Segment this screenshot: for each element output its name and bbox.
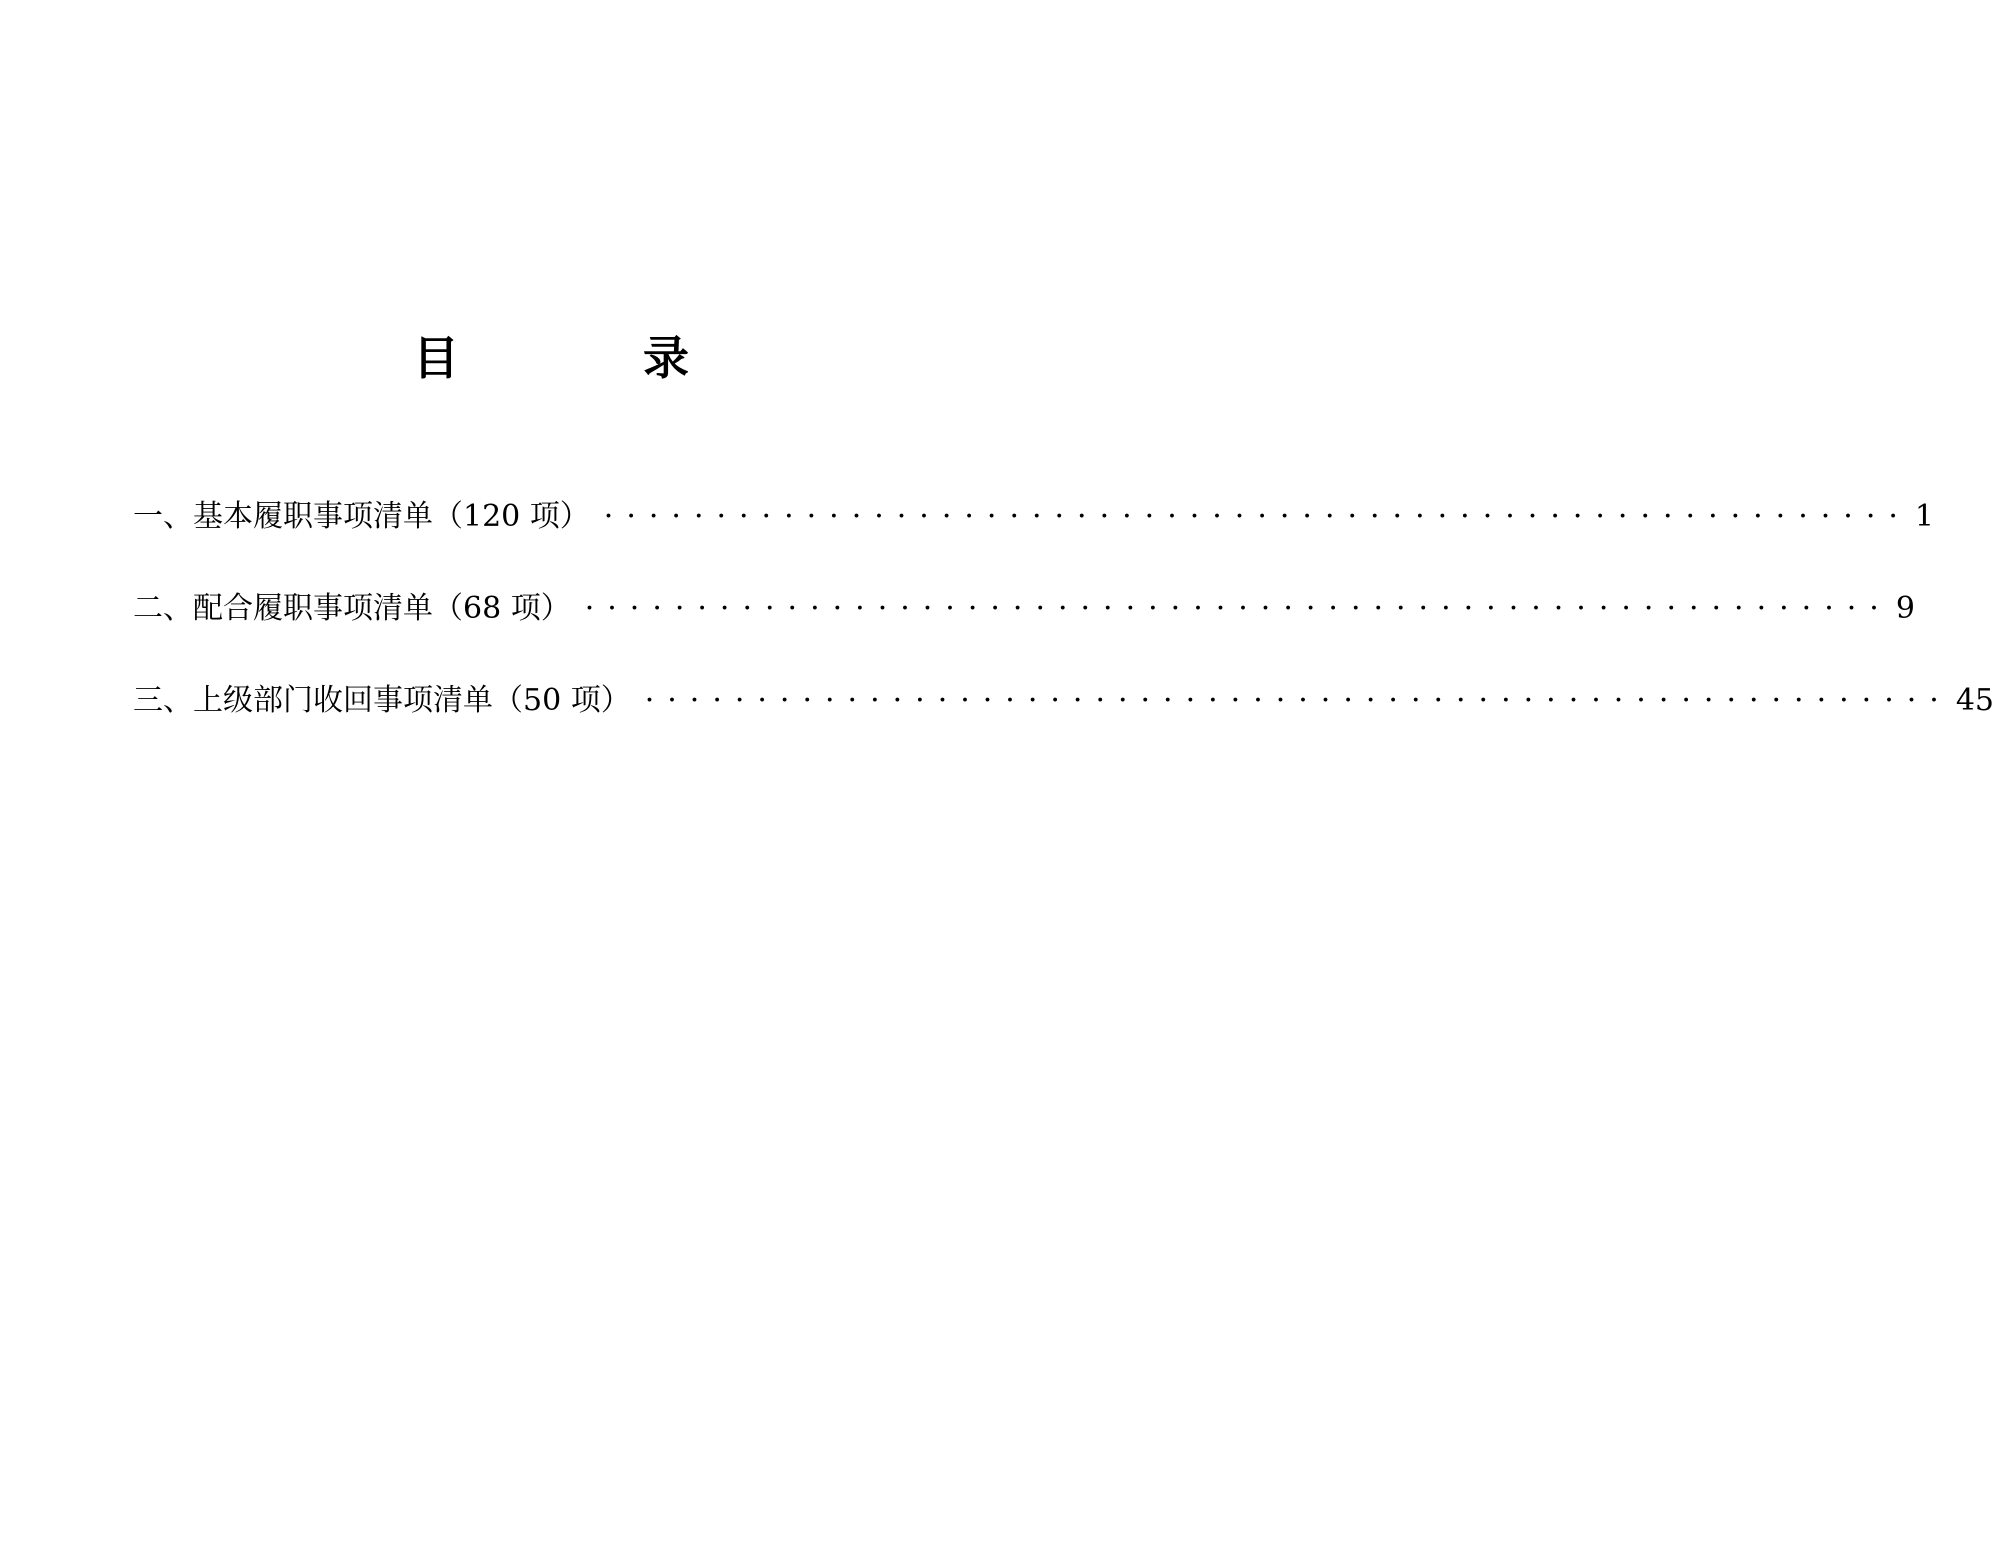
toc-entry[interactable] — [133, 492, 1934, 540]
toc-entry[interactable] — [133, 676, 1994, 724]
toc-entry-label: 二、配合履职事项清单（68 项） — [133, 591, 571, 626]
toc-list — [133, 492, 1994, 768]
dot-leader: ·························································· — [603, 499, 1911, 534]
toc-title: 目 录 — [412, 331, 773, 385]
dot-leader: ·························································· — [584, 591, 1892, 626]
toc-entry[interactable] — [133, 584, 1915, 632]
toc-entry-page-number: 9 — [1895, 591, 1915, 626]
dot-leader: ·························································· — [644, 683, 1952, 718]
toc-entry-label: 三、上级部门收回事项清单（50 项） — [133, 683, 631, 718]
toc-entry-page-number: 1 — [1914, 499, 1934, 534]
toc-entry-label: 一、基本履职事项清单（120 项） — [133, 499, 590, 534]
toc-entry-page-number: 45 — [1955, 683, 1994, 718]
